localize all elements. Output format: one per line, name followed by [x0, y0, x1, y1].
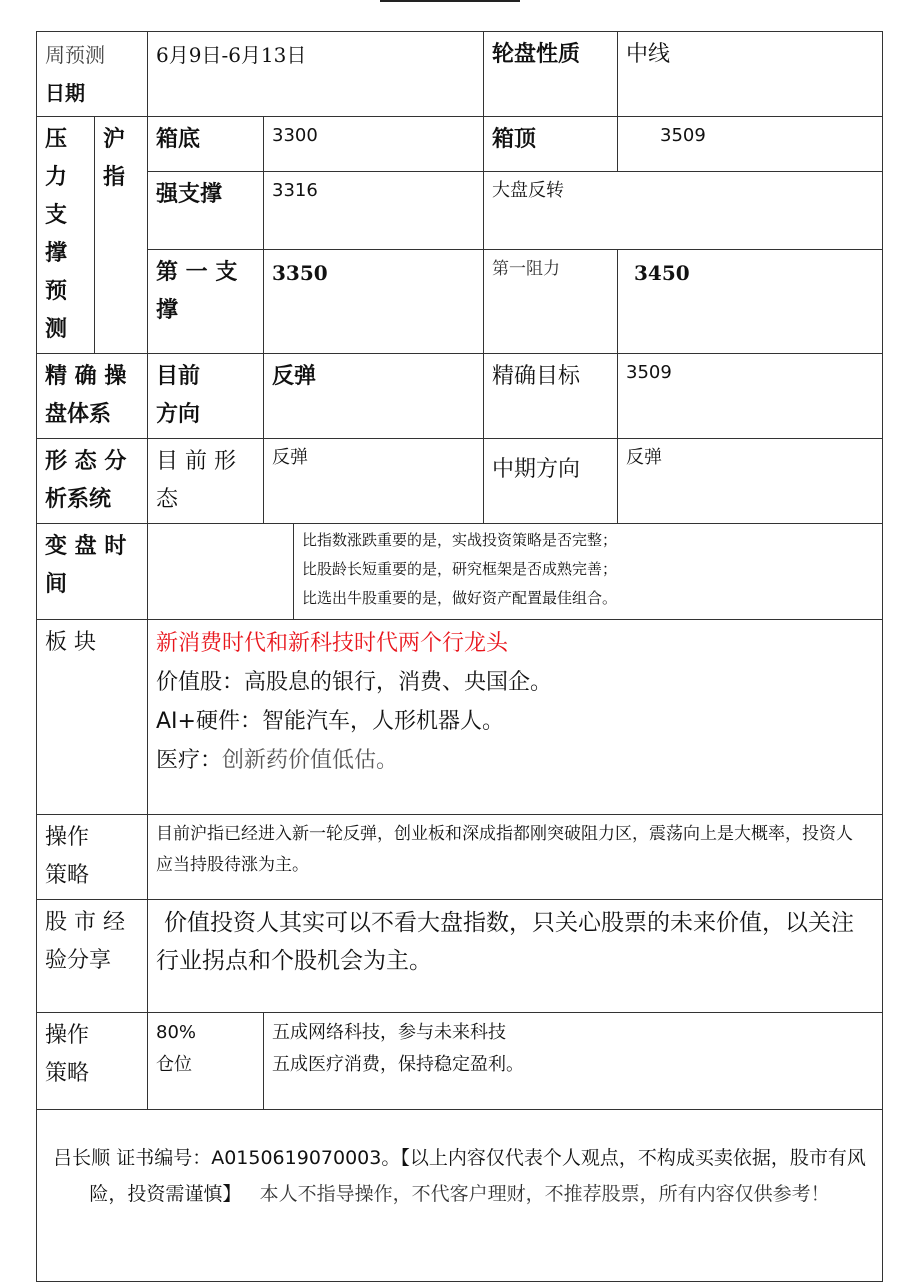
- row-strong-support: [37, 171, 883, 250]
- sector-medical-text: 创新药价值低估。: [222, 748, 399, 773]
- experience-label-line2: 验分享: [45, 948, 112, 973]
- nature-value: 中线: [618, 32, 883, 117]
- mid-direction-label: 中期方向: [484, 439, 618, 524]
- row-change-time: [37, 524, 883, 620]
- precise-label-line2: 盘体系: [45, 402, 112, 427]
- strategy-2-label: [37, 1013, 148, 1110]
- market-reversal: 大盘反转: [484, 171, 883, 250]
- change-time-label-line1: 变 盘 时: [45, 534, 127, 559]
- sector-headline: 新消费时代和新科技时代两个行龙头: [156, 631, 509, 656]
- pressure-char: 压: [45, 127, 68, 152]
- pattern-label-line2: 析系统: [45, 487, 112, 512]
- forecast-dates: 6月9日-6月13日: [148, 32, 484, 117]
- current-pattern-label-line1: 目 前 形: [156, 449, 236, 474]
- pattern-system-label: [37, 439, 148, 524]
- first-support-value: 3350: [264, 250, 484, 354]
- strategy-1-text: 目前沪指已经进入新一轮反弹，创业板和深成指都刚突破阻力区，震荡向上是大概率，投资人应当持股待涨为主。: [148, 815, 883, 900]
- position-percent: 80%: [156, 1022, 197, 1043]
- direction-value: 反弹: [264, 354, 484, 439]
- forecast-date-label: [37, 32, 148, 117]
- row-sector: [37, 620, 883, 815]
- change-time-label-line2: 间: [45, 572, 68, 597]
- first-support-label: [148, 250, 264, 354]
- precise-label-line1: 精 确 操: [45, 364, 127, 389]
- change-time-notes: [294, 524, 883, 620]
- disclaimer-part1: 吕长顺 证书编号：A0150619070003。【以上内容仅代表个人观点，不构成买卖依据，股市有风险，投资需谨慎】: [53, 1147, 866, 1205]
- index-label: [95, 117, 148, 354]
- index-char: 沪: [103, 127, 126, 152]
- position-label: 仓位: [156, 1054, 192, 1075]
- pressure-char: 力: [45, 165, 68, 190]
- experience-text: 价值投资人其实可以不看大盘指数，只关心股票的未来价值，以关注行业拐点和个股机会为主。: [148, 900, 883, 1013]
- direction-label: [148, 354, 264, 439]
- top-underline-fragment: [380, 0, 520, 2]
- pressure-char: 支: [45, 203, 68, 228]
- change-note: 比选出牛股重要的是，做好资产配置最佳组合。: [302, 589, 618, 607]
- pressure-char: 撑: [45, 241, 68, 266]
- pressure-char: 测: [45, 317, 68, 342]
- strategy-2-label-line2: 策略: [45, 1061, 90, 1086]
- box-top-value: 3509: [618, 117, 883, 172]
- direction-label-line1: 目前: [156, 364, 201, 389]
- first-support-label-line2: 撑: [156, 298, 179, 324]
- row-strategy-2: [37, 1013, 883, 1110]
- sector-value-stocks: 价值股：高股息的银行，消费、央国企。: [156, 670, 553, 695]
- precise-system-label: [37, 354, 148, 439]
- box-top-label: 箱顶: [484, 117, 618, 172]
- strong-support-label: 强支撑: [148, 171, 264, 250]
- change-time-empty: [148, 524, 294, 620]
- sector-content: [148, 620, 883, 815]
- pattern-label-line1: 形 态 分: [45, 449, 127, 474]
- target-label: 精确目标: [484, 354, 618, 439]
- strong-support-value: 3316: [264, 171, 484, 250]
- row-forecast-date: [37, 32, 883, 117]
- box-bottom-value: 3300: [264, 117, 484, 172]
- experience-label: [37, 900, 148, 1013]
- pressure-group-label: [37, 117, 95, 354]
- first-resistance-label: 第一阻力: [484, 250, 618, 354]
- sector-ai-hardware: AI+硬件：智能汽车，人形机器人。: [156, 709, 504, 734]
- box-bottom-label: 箱底: [148, 117, 264, 172]
- row-strategy-1: [37, 815, 883, 900]
- current-pattern-label-line2: 态: [156, 487, 179, 512]
- allocation-cell: [264, 1013, 883, 1110]
- row-first-support: [37, 250, 883, 354]
- sector-medical-prefix: 医疗：: [156, 748, 223, 773]
- current-pattern-label: [148, 439, 264, 524]
- index-char: 指: [103, 165, 126, 190]
- mid-direction-value: 反弹: [618, 439, 883, 524]
- row-box: [37, 117, 883, 172]
- direction-label-line2: 方向: [156, 402, 201, 427]
- row-pattern-system: [37, 439, 883, 524]
- first-resistance-value: 3450: [618, 250, 883, 354]
- disclaimer-part2: 本人不指导操作，不代客户理财，不推荐股票，所有内容仅供参考！: [259, 1183, 830, 1205]
- disclaimer: [37, 1110, 883, 1282]
- forecast-table: [36, 31, 883, 1282]
- strategy-2-label-line1: 操作: [45, 1023, 90, 1048]
- forecast-label-line1: 周预测: [45, 43, 105, 67]
- forecast-label-line2: 日期: [45, 81, 85, 105]
- experience-label-line1: 股 市 经: [45, 910, 125, 935]
- change-note: 比指数涨跌重要的是，实战投资策略是否完整；: [302, 531, 618, 549]
- allocation-item: 五成医疗消费，保持稳定盈利。: [272, 1054, 524, 1075]
- strategy-1-label-line1: 操作: [45, 825, 90, 850]
- change-time-label: [37, 524, 148, 620]
- change-note: 比股龄长短重要的是，研究框架是否成熟完善；: [302, 560, 618, 578]
- current-pattern-value: 反弹: [264, 439, 484, 524]
- strategy-1-label-line2: 策略: [45, 863, 90, 888]
- target-value: 3509: [618, 354, 883, 439]
- sector-label: 板 块: [37, 620, 148, 815]
- position-cell: [148, 1013, 264, 1110]
- row-precise-system: [37, 354, 883, 439]
- nature-label: 轮盘性质: [484, 32, 618, 117]
- first-support-label-line1: 第 一 支: [156, 260, 238, 286]
- pressure-char: 预: [45, 279, 68, 304]
- allocation-item: 五成网络科技，参与未来科技: [272, 1022, 506, 1043]
- disclaimer-part2-wrap: [241, 1183, 829, 1205]
- row-footer: [37, 1110, 883, 1282]
- row-experience: [37, 900, 883, 1013]
- strategy-1-label: [37, 815, 148, 900]
